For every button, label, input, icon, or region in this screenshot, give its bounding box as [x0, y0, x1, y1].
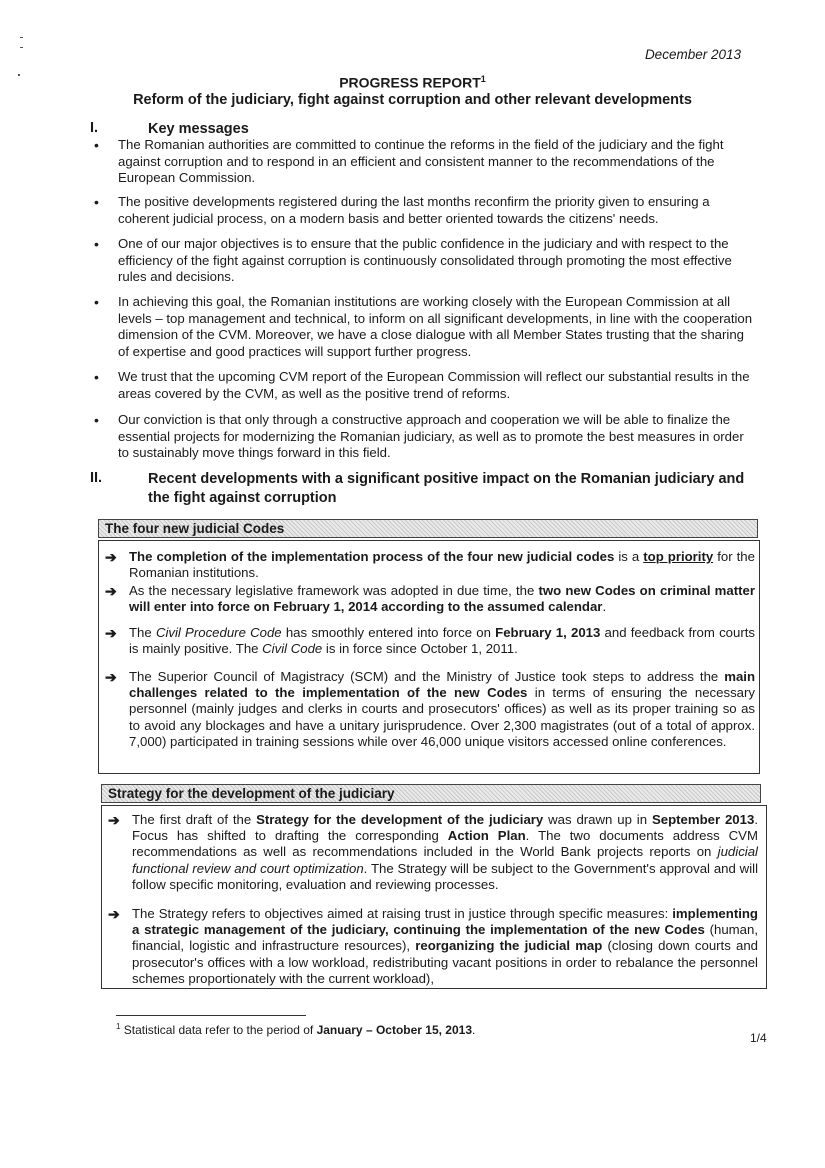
bullet-icon: •: [94, 369, 99, 385]
section-2-heading: [90, 470, 770, 510]
section-number: I.: [90, 120, 99, 136]
box-heading-strategy: Strategy for the development of the judiciary: [101, 784, 761, 803]
bullet-icon: •: [94, 137, 99, 153]
arrow-item: ➔ The completion of the implementation process of the four new judicial codes is a top priority for the Romanian institutions.: [105, 549, 755, 581]
footnote-marker: 1: [480, 74, 486, 84]
bullet-icon: •: [94, 194, 99, 210]
box-heading-judicial-codes: The four new judicial Codes: [98, 519, 758, 538]
arrow-right-icon: ➔: [105, 583, 117, 599]
arrow-right-icon: ➔: [108, 812, 120, 828]
bullet-item: • In achieving this goal, the Romanian institutions are working closely with the European Commission at all levels – top management and technical, to inform on all significant developments, in line with the cooperation dimension of the CVM. Moreover, we have a close dialogue with all Member States trusting that the sharing of expertise and good practices will support further progress.: [94, 294, 753, 359]
strategy-box: [101, 805, 767, 989]
arrow-right-icon: ➔: [105, 625, 117, 641]
arrow-item: ➔ The Strategy refers to objectives aimed at raising trust in justice through specific measures: implementing a strategic management of the judiciary, continuing the implementation of the new Codes (human, financial, logistic and infrastructure resources), reorganizing the judicial map (closing down courts and prosecutor's offices with a low workload, redistributing vacant positions in order to rebalance the personnel schemes proportionately with the current workload),: [108, 906, 758, 986]
bullet-icon: •: [94, 236, 99, 252]
bullet-item: • The positive developments registered during the last months reconfirm the priority given to ensuring a coherent judicial process, on a modern basis and better oriented towards the citizens' needs.: [94, 194, 710, 226]
bullet-item: • Our conviction is that only through a constructive approach and cooperation we will be able to finalize the essential projects for modernizing the Romanian judiciary, as well as to promote the best measures in order to sustainably move things forward in this field.: [94, 412, 744, 460]
arrow-right-icon: ➔: [108, 906, 120, 922]
scan-speck: [20, 37, 23, 38]
footnote-divider: [116, 1015, 306, 1016]
bullet-icon: •: [94, 294, 99, 310]
section-title: Recent developments with a significant positive impact on the Romanian judiciary and the fight against corruption: [148, 471, 745, 506]
bullet-icon: •: [94, 412, 99, 428]
arrow-item: ➔ The first draft of the Strategy for the development of the judiciary was drawn up in September 2013. Focus has shifted to drafting the corresponding Action Plan. The two documents address CVM recommendations as well as recommendations included in the World Bank projects reports on judicial functional review and court optimization. The Strategy will be subject to the Government's approval and will follow specific monitoring, evaluation and reviewing processes.: [108, 812, 758, 892]
document-subtitle: Reform of the judiciary, fight against corruption and other relevant developments: [133, 92, 692, 108]
bullet-item: • We trust that the upcoming CVM report of the European Commission will reflect our substantial results in the areas covered by the CVM, as well as the positive trend of reforms.: [94, 369, 750, 401]
arrow-item: ➔ The Superior Council of Magistracy (SCM) and the Ministry of Justice took steps to address the main challenges related to the implementation of the new Codes in terms of ensuring the necessary personnel (mainly judges and clerks in courts and prosecutors' offices) as well as its proper training so as to avoid any blockages and have a unitary jurisprudence. Over 2,300 magistrates (out of a total of approx. 7,000) participated in training sessions while over 46,000 unique visitors accessed online conferences.: [105, 669, 755, 749]
section-title: Key messages: [148, 121, 249, 137]
judicial-codes-box: [98, 540, 760, 774]
arrow-right-icon: ➔: [105, 669, 117, 685]
arrow-item: ➔ As the necessary legislative framework was adopted in due time, the two new Codes on criminal matter will enter into force on February 1, 2014 according to the assumed calendar.: [105, 583, 755, 615]
section-number: II.: [90, 470, 103, 486]
arrow-item: ➔ The Civil Procedure Code has smoothly entered into force on February 1, 2013 and feedback from courts is mainly positive. The Civil Code is in force since October 1, 2011.: [105, 625, 756, 657]
scan-speck: [20, 47, 23, 48]
report-date: December 2013: [644, 47, 741, 62]
footnote: $^1$ Statistical data refer to the period of January – October 15, 2013.: [116, 1022, 476, 1037]
document-title: PROGRESS REPORT$^1$: [339, 74, 486, 91]
bullet-item: • One of our major objectives is to ensure that the public confidence in the judiciary and with respect to the efficiency of the fight against corruption is continuously consolidated through promoting the most effective rules and decisions.: [94, 236, 732, 284]
page-number: 1/4: [750, 1031, 767, 1045]
arrow-right-icon: ➔: [105, 549, 117, 565]
bullet-item: • The Romanian authorities are committed to continue the reforms in the field of the judiciary and the fight against corruption and to respond in an efficient and consistent manner to the recommendations of the European Commission.: [94, 137, 724, 185]
